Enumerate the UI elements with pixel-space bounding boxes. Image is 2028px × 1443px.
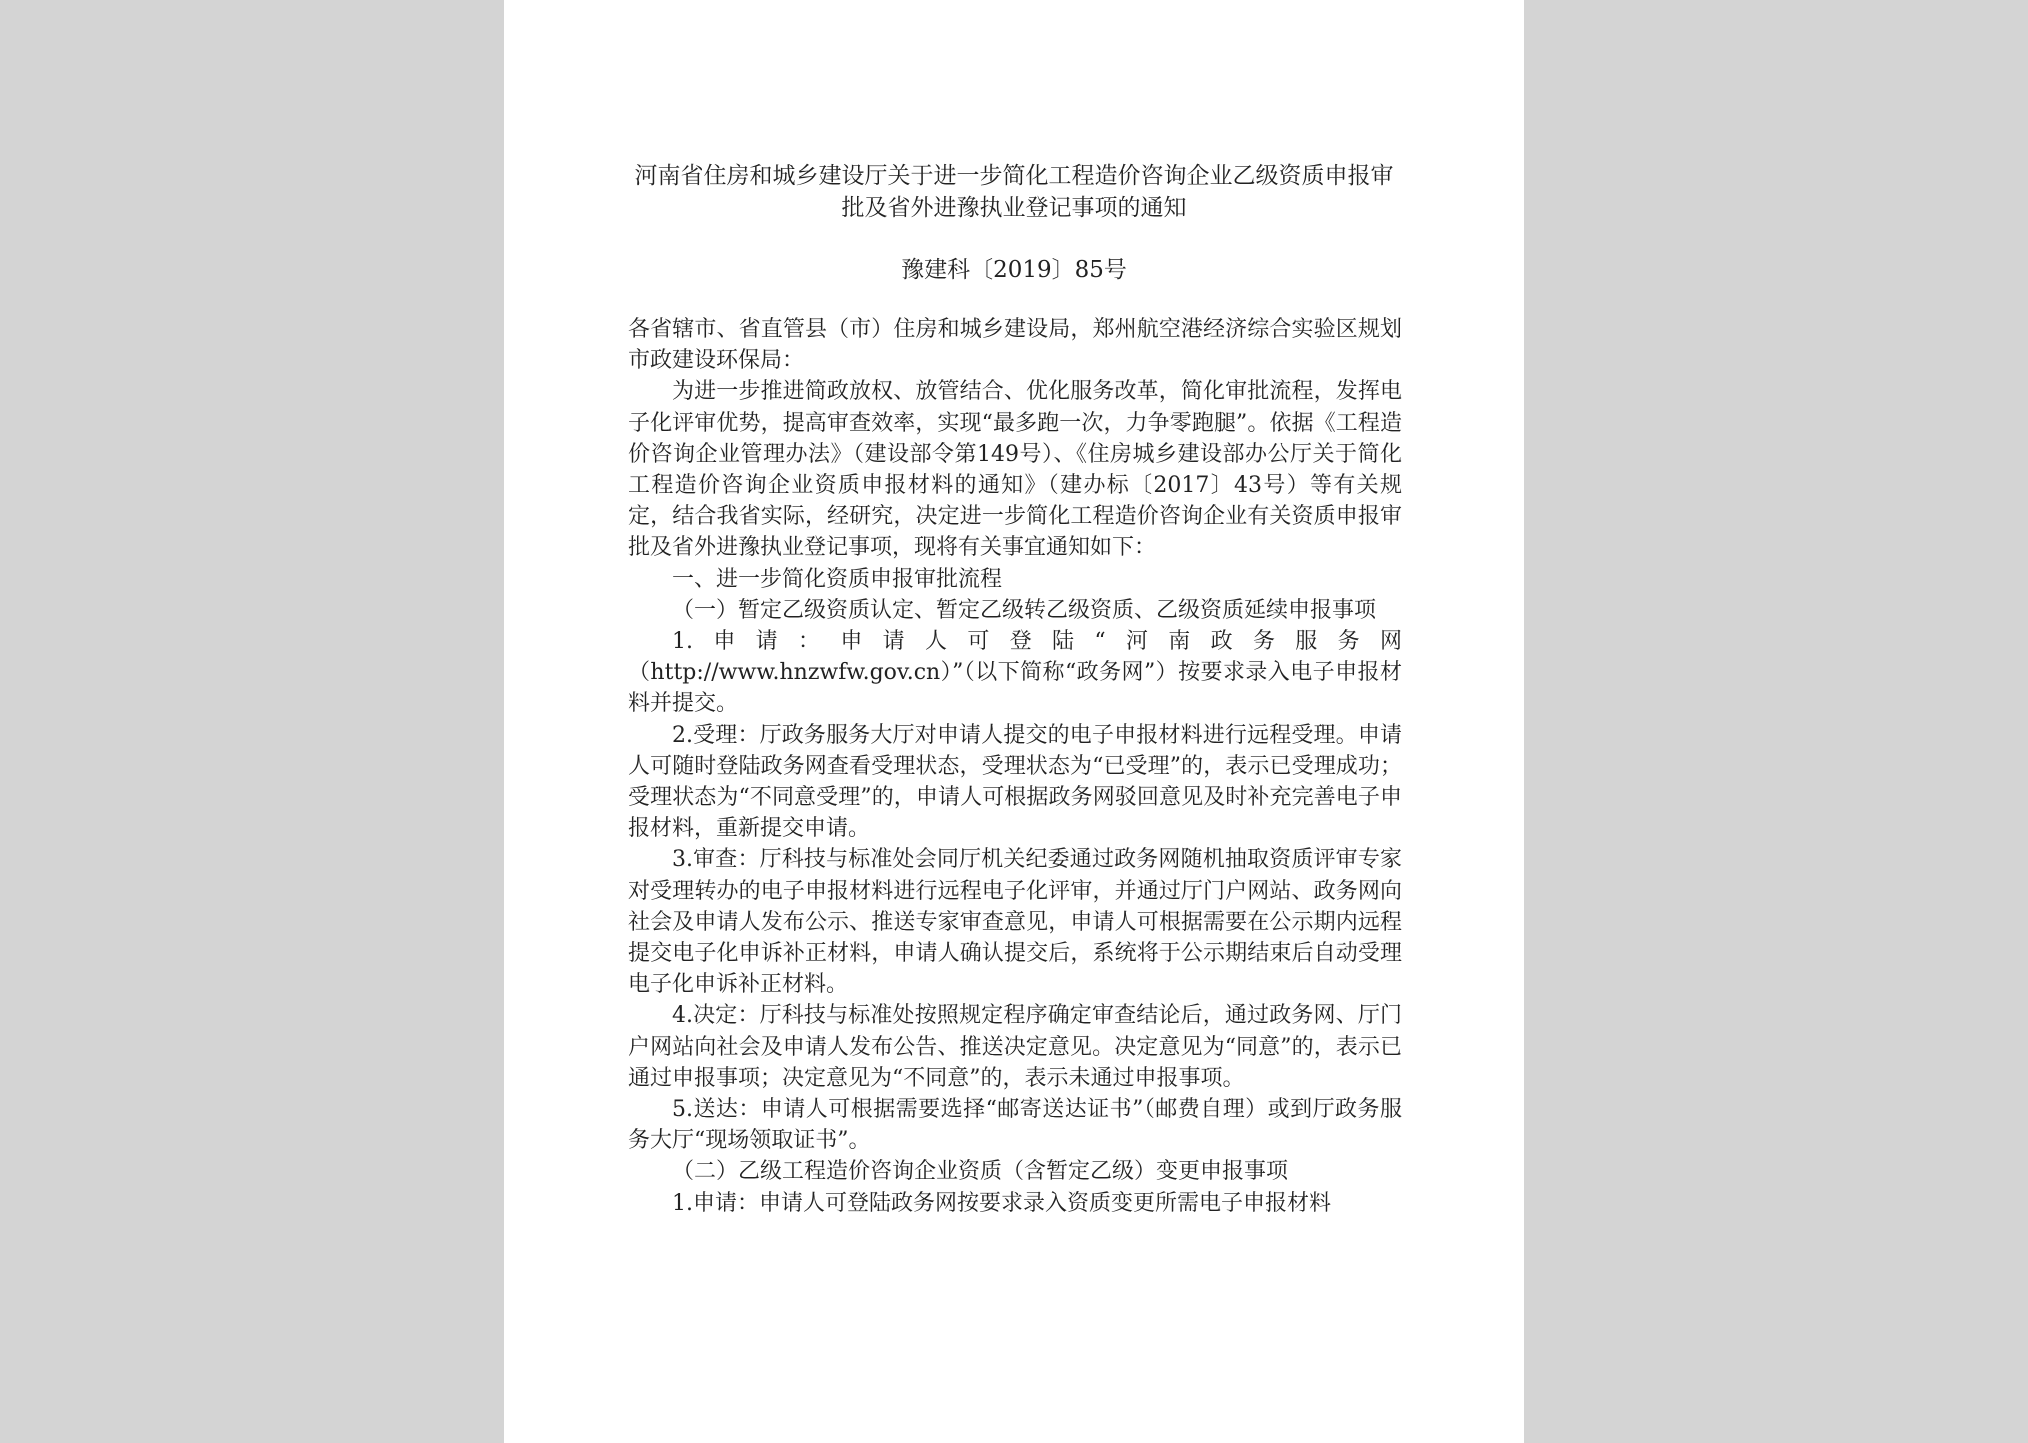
paragraph-intro: 为进一步推进简政放权、放管结合、优化服务改革，简化审批流程，发挥电子化评审优势，提高审查效率，实现“最多跑一次，力争零跑腿”。依据《工程造价咨询企业管理办法》（建设部令第149号）、《住房城乡建设部办公厅关于简化工程造价咨询企业资质申报材料的通知》（建办标〔2017〕43号）等有关规定，结合我省实际，经研究，决定进一步简化工程造价咨询企业有关资质申报审批及省外进豫执业登记事项，现将有关事宜通知如下： (628, 379, 1402, 561)
section-heading-1: 一、进一步简化资质申报审批流程 (672, 566, 1003, 592)
paragraph-delivery: 5.送达：申请人可根据需要选择“邮寄送达证书”（邮费自理）或到厅政务服务大厅“现场领取证书”。 (628, 1097, 1402, 1154)
document-number: 豫建科〔2019〕85号 (901, 257, 1127, 283)
document-title: 河南省住房和城乡建设厅关于进一步简化工程造价咨询企业乙级资质申报审批及省外进豫执业登记事项的通知 (634, 163, 1394, 221)
document-body (628, 314, 1402, 1219)
document-page (504, 0, 1524, 1443)
paragraph-apply: 1.申请：申请人可登陆“河南政务服务网（http://www.hnzwfw.gov.cn）”（以下简称“政务网”）按要求录入电子申报材料并提交。 (628, 629, 1402, 717)
subsection-heading-1: （一）暂定乙级资质认定、暂定乙级转乙级资质、乙级资质延续申报事项 (672, 597, 1377, 623)
salutation: 各省辖市、省直管县（市）住房和城乡建设局，郑州航空港经济综合实验区规划市政建设环保局： (628, 317, 1402, 374)
paragraph-change-apply: 1.申请：申请人可登陆政务网按要求录入资质变更所需电子申报材料 (672, 1190, 1331, 1216)
paragraph-review: 3.审查：厅科技与标准处会同厅机关纪委通过政务网随机抽取资质评审专家对受理转办的电子申报材料进行远程电子化评审，并通过厅门户网站、政务网向社会及申请人发布公示、推送专家审查意见，申请人可根据需要在公示期内远程提交电子化申诉补正材料，申请人确认提交后，系统将于公示期结束后自动受理电子化申诉补正材料。 (628, 847, 1402, 998)
paragraph-accept: 2.受理：厅政务服务大厅对申请人提交的电子申报材料进行远程受理。申请人可随时登陆政务网查看受理状态，受理状态为“已受理”的，表示已受理成功；受理状态为“不同意受理”的，申请人可根据政务网驳回意见及时补充完善电子申报材料，重新提交申请。 (628, 722, 1402, 842)
paragraph-decision: 4.决定：厅科技与标准处按照规定程序确定审查结论后，通过政务网、厅门户网站向社会及申请人发布公告、推送决定意见。决定意见为“同意”的，表示已通过申报事项；决定意见为“不同意”的，表示未通过申报事项。 (628, 1003, 1402, 1091)
subsection-heading-2: （二）乙级工程造价咨询企业资质（含暂定乙级）变更申报事项 (672, 1159, 1289, 1185)
